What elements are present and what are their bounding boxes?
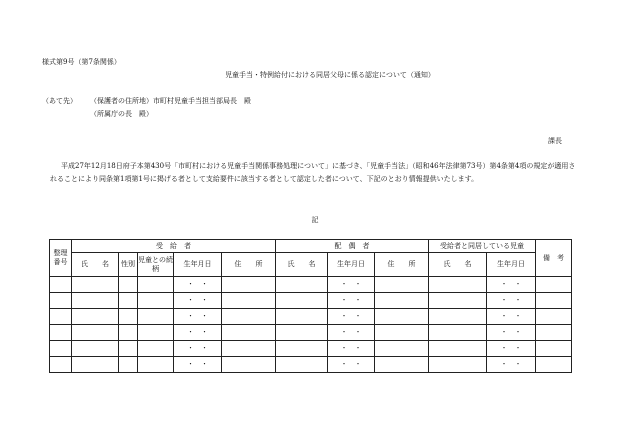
header-spouse-birthdate: 生年月日: [328, 253, 375, 277]
cell-recipient-birthdate[interactable]: ・ ・: [174, 293, 222, 309]
header-spouse-address: 住 所: [375, 253, 429, 277]
sender-title: 課長: [548, 137, 562, 145]
cell-recipient-address[interactable]: [222, 341, 276, 357]
cell-recipient-relation[interactable]: [138, 357, 174, 373]
cell-child-name[interactable]: [429, 309, 487, 325]
cell-recipient-relation[interactable]: [138, 325, 174, 341]
cell-remarks[interactable]: [536, 357, 572, 373]
cell-spouse-name[interactable]: [276, 325, 328, 341]
header-child-name: 氏 名: [429, 253, 487, 277]
cell-number[interactable]: [50, 309, 72, 325]
cell-child-birthdate[interactable]: ・ ・: [487, 293, 536, 309]
addressee-line1: （保護者の住所地）市町村児童手当担当部局長 殿: [90, 97, 251, 105]
cell-number[interactable]: [50, 277, 72, 293]
table-row: [50, 277, 572, 293]
header-spouse: 配 偶 者: [276, 240, 429, 253]
table-row: [50, 293, 572, 309]
cell-spouse-birthdate[interactable]: ・ ・: [328, 357, 375, 373]
cell-recipient-name[interactable]: [72, 341, 119, 357]
cell-recipient-relation[interactable]: [138, 293, 174, 309]
cell-recipient-sex[interactable]: [119, 309, 138, 325]
cell-spouse-address[interactable]: [375, 341, 429, 357]
cell-remarks[interactable]: [536, 309, 572, 325]
cell-recipient-name[interactable]: [72, 309, 119, 325]
cell-recipient-sex[interactable]: [119, 341, 138, 357]
cell-recipient-birthdate[interactable]: ・ ・: [174, 277, 222, 293]
cell-child-birthdate[interactable]: ・ ・: [487, 277, 536, 293]
document-title: 児童手当・特例給付における同居父母に係る認定について（通知）: [225, 71, 435, 79]
cell-recipient-address[interactable]: [222, 309, 276, 325]
cell-number[interactable]: [50, 341, 72, 357]
cell-child-birthdate[interactable]: ・ ・: [487, 325, 536, 341]
cell-number[interactable]: [50, 293, 72, 309]
header-recipient-sex: 性別: [119, 253, 138, 277]
cell-recipient-birthdate[interactable]: ・ ・: [174, 309, 222, 325]
cell-spouse-birthdate[interactable]: ・ ・: [328, 341, 375, 357]
addressee-line2: （所属庁の長 殿）: [90, 110, 153, 118]
cell-recipient-relation[interactable]: [138, 277, 174, 293]
cell-remarks[interactable]: [536, 341, 572, 357]
cell-recipient-sex[interactable]: [119, 357, 138, 373]
cell-spouse-birthdate[interactable]: ・ ・: [328, 293, 375, 309]
header-number-line2: 番号: [53, 258, 68, 266]
cell-child-name[interactable]: [429, 277, 487, 293]
cell-recipient-name[interactable]: [72, 293, 119, 309]
cell-recipient-sex[interactable]: [119, 293, 138, 309]
cell-recipient-relation[interactable]: [138, 341, 174, 357]
cell-recipient-name[interactable]: [72, 277, 119, 293]
cell-child-birthdate[interactable]: ・ ・: [487, 357, 536, 373]
cell-number[interactable]: [50, 325, 72, 341]
cell-recipient-address[interactable]: [222, 357, 276, 373]
cell-recipient-birthdate[interactable]: ・ ・: [174, 341, 222, 357]
cell-spouse-name[interactable]: [276, 309, 328, 325]
ki-heading: 記: [311, 216, 319, 224]
header-recipient: 受 給 者: [72, 240, 276, 253]
body-paragraph: 平成27年12月18日府子本第430号「市町村における児童手当関係事務処理について」に基づき、「児童手当法」（昭和46年法律第73号）第4条第4項の規定が適用されることにより同条第1項第1号に掲げる者として支給要件に該当する者として認定した者について、下記のとおり情報提供いたします。: [50, 162, 576, 183]
cell-recipient-relation[interactable]: [138, 309, 174, 325]
cell-spouse-address[interactable]: [375, 293, 429, 309]
header-number: [50, 240, 72, 277]
header-recipient-name: 氏 名: [72, 253, 119, 277]
header-child-birthdate: 生年月日: [487, 253, 536, 277]
cell-spouse-address[interactable]: [375, 357, 429, 373]
addressee-label: （あて先）: [42, 97, 77, 105]
table-row: [50, 341, 572, 357]
notice-table: [49, 239, 572, 373]
cell-spouse-name[interactable]: [276, 293, 328, 309]
cell-recipient-sex[interactable]: [119, 277, 138, 293]
form-number: 様式第9号（第7条関係）: [42, 58, 121, 66]
cell-recipient-address[interactable]: [222, 325, 276, 341]
cell-remarks[interactable]: [536, 325, 572, 341]
table-row: [50, 309, 572, 325]
header-recipient-address: 住 所: [222, 253, 276, 277]
cell-child-birthdate[interactable]: ・ ・: [487, 309, 536, 325]
header-child: 受給者と同居している児童: [429, 240, 536, 253]
cell-child-name[interactable]: [429, 341, 487, 357]
header-recipient-relation: 児童との続柄: [138, 253, 174, 277]
cell-recipient-name[interactable]: [72, 357, 119, 373]
cell-spouse-name[interactable]: [276, 277, 328, 293]
cell-remarks[interactable]: [536, 293, 572, 309]
cell-remarks[interactable]: [536, 277, 572, 293]
cell-child-name[interactable]: [429, 293, 487, 309]
cell-spouse-name[interactable]: [276, 357, 328, 373]
cell-child-birthdate[interactable]: ・ ・: [487, 341, 536, 357]
table-row: [50, 325, 572, 341]
cell-number[interactable]: [50, 357, 72, 373]
cell-child-name[interactable]: [429, 357, 487, 373]
cell-spouse-address[interactable]: [375, 325, 429, 341]
cell-child-name[interactable]: [429, 325, 487, 341]
cell-recipient-birthdate[interactable]: ・ ・: [174, 357, 222, 373]
cell-spouse-birthdate[interactable]: ・ ・: [328, 325, 375, 341]
cell-spouse-name[interactable]: [276, 341, 328, 357]
cell-recipient-address[interactable]: [222, 277, 276, 293]
cell-spouse-address[interactable]: [375, 277, 429, 293]
table-row: [50, 357, 572, 373]
header-remarks: 備 考: [536, 240, 572, 277]
cell-spouse-birthdate[interactable]: ・ ・: [328, 309, 375, 325]
cell-recipient-birthdate[interactable]: ・ ・: [174, 325, 222, 341]
header-recipient-birthdate: 生年月日: [174, 253, 222, 277]
header-number-line1: 整理: [53, 249, 68, 257]
cell-spouse-address[interactable]: [375, 309, 429, 325]
cell-recipient-sex[interactable]: [119, 325, 138, 341]
cell-recipient-name[interactable]: [72, 325, 119, 341]
cell-spouse-birthdate[interactable]: ・ ・: [328, 277, 375, 293]
cell-recipient-address[interactable]: [222, 293, 276, 309]
header-spouse-name: 氏 名: [276, 253, 328, 277]
